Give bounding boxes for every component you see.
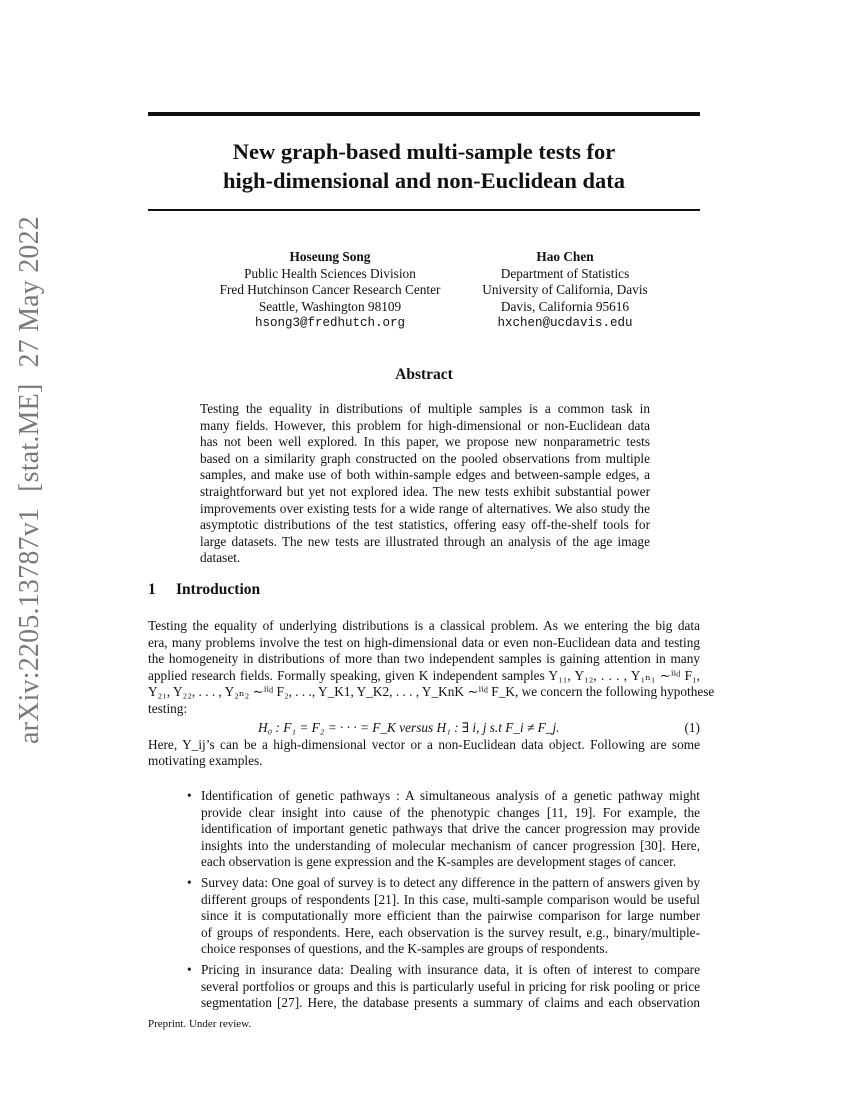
text-line: several portfolios or groups and this is particularly useful in pricing for risk pooling or price — [201, 978, 700, 994]
paper-title — [148, 137, 700, 195]
title-line: high-dimensional and non-Euclidean data — [222, 168, 625, 193]
text-line: the homogeneity in distributions of more than two independent samples is gaining attention in many — [148, 651, 700, 667]
text-line: motivating examples. — [148, 753, 263, 769]
intro-paragraph — [148, 618, 715, 770]
bullet-text — [201, 962, 700, 1012]
bullet-text — [201, 788, 700, 871]
text-line: Testing the equality of underlying distributions is a classical problem. As we entering the big data — [148, 618, 700, 633]
text-line: testing: — [148, 700, 188, 716]
author-name: Hao Chen — [536, 249, 594, 264]
text-line: Pricing in insurance data: Dealing with insurance data, it is often of interest to compare — [201, 961, 700, 977]
text-line: different groups of respondents [21]. In this case, multi-sample comparison would be useful — [201, 891, 700, 907]
author-affiliation: University of California, Davis — [482, 282, 648, 297]
arxiv-id: arXiv:2205.13787v1 — [14, 507, 45, 745]
text-line: each observation is gene expression and the K-samples are development stages of cancer. — [201, 854, 677, 870]
text-line: improvements over existing tests for a wide range of alternatives. We also study the — [200, 500, 650, 516]
bullet-text — [201, 875, 700, 958]
bullet-list — [188, 788, 700, 1016]
equation-number: (1) — [684, 719, 700, 735]
author-block — [190, 249, 470, 332]
abstract-heading: Abstract — [395, 366, 453, 383]
text-line: straightforward but yet not explored idea. The new tests exhibit substantial power — [200, 483, 650, 499]
author-email[interactable]: hxchen@ucdavis.edu — [497, 316, 633, 330]
bullet-icon: • — [187, 874, 192, 890]
text-line: choice responses of questions, and the K-samples are groups of respondents. — [201, 941, 608, 957]
author-affiliation: Fred Hutchinson Cancer Research Center — [219, 282, 441, 297]
arxiv-category: [stat.ME] — [14, 383, 45, 492]
text-line: based on a similarity graph constructed on the pooled observations from multiple — [200, 450, 650, 466]
author-address: Davis, California 95616 — [500, 298, 630, 314]
text-line: Y₂₁, Y₂₂, . . . , Y₂ₙ₂ ∼ⁱⁱᵈ F₂, . . ., Y_K1, Y_K2, . . . , Y_KnK ∼ⁱⁱᵈ F_K, we concern the following hypothese — [148, 684, 715, 700]
text-line: large datasets. The new tests are illustrated through an analysis of the age image — [200, 533, 650, 549]
text-line: since it is computationally more efficient than the pairwise comparison for large number — [201, 908, 700, 924]
text-line: provide clear insight into cause of the phenotypic changes [11, 19]. For example, the — [201, 804, 700, 820]
text-line: era, many problems involve the test on high-dimensional data or even non-Euclidean data and testing — [148, 634, 700, 650]
section-title: Introduction — [176, 581, 261, 598]
equation-content: H₀ : F₁ = F₂ = · · · = F_K versus H₁ : ∃ i, j s.t F_i ≠ F_j. — [258, 719, 560, 735]
author-name: Hoseung Song — [289, 249, 371, 264]
text-line: segmentation [27]. Here, the database presents a summary of claims and each observation — [201, 995, 700, 1011]
section-heading — [148, 581, 260, 599]
equation-1 — [148, 718, 700, 737]
title-top-rule — [148, 112, 700, 116]
text-line: Testing the equality in distributions of multiple samples is a common task in — [200, 401, 650, 416]
text-line: asymptotic distributions of the test statistics, offering easy off-the-shelf tools for — [200, 517, 650, 533]
author-affiliation: Public Health Sciences Division — [244, 265, 416, 281]
text-line: samples, and make use of both within-sample edges and between-sample edges, a — [200, 467, 650, 483]
text-line: has not been well explored. In this paper, we propose new nonparametric tests — [200, 434, 650, 450]
arxiv-date: 27 May 2022 — [14, 215, 45, 368]
text-line: of groups of respondents. Here, each observation is the survey result, e.g., binary/multiple- — [201, 924, 700, 940]
author-address: Seattle, Washington 98109 — [258, 298, 402, 314]
author-affiliation: Department of Statistics — [500, 265, 630, 281]
text-line: Here, Y_ij’s can be a high-dimensional vector or a non-Euclidean data object. Following are some — [148, 736, 700, 752]
text-line: insights into the understanding of molecular mechanism of cancer progression [30]. Here, — [201, 837, 700, 853]
text-line: identification of important genetic pathways that drive the cancer progression may provide — [201, 821, 700, 837]
author-block — [440, 249, 690, 332]
title-line: New graph-based multi-sample tests for — [232, 139, 616, 164]
text-line: dataset. — [200, 550, 241, 566]
bullet-item — [188, 788, 700, 871]
text-line: applied research fields. Formally speaking, given K independent samples Y₁₁, Y₁₂, . . . , Y₁ₙ₁ ∼ⁱⁱᵈ F₁, — [148, 667, 700, 683]
bullet-item — [188, 962, 700, 1012]
author-email[interactable]: hsong3@fredhutch.org — [254, 316, 406, 330]
bullet-item — [188, 875, 700, 958]
abstract-body — [200, 401, 650, 567]
text-line: many fields. However, this problem for high-dimensional or non-Euclidean data — [200, 417, 650, 433]
bullet-icon: • — [187, 788, 192, 803]
title-bottom-rule — [148, 209, 700, 211]
text-line: Identification of genetic pathways : A simultaneous analysis of a genetic pathway might — [201, 788, 700, 803]
text-line: Survey data: One goal of survey is to detect any difference in the pattern of answers given by — [201, 874, 700, 890]
arxiv-identifier — [14, 208, 46, 752]
footer-note: Preprint. Under review. — [148, 1018, 252, 1030]
section-number: 1 — [148, 581, 156, 598]
bullet-icon: • — [187, 961, 192, 977]
